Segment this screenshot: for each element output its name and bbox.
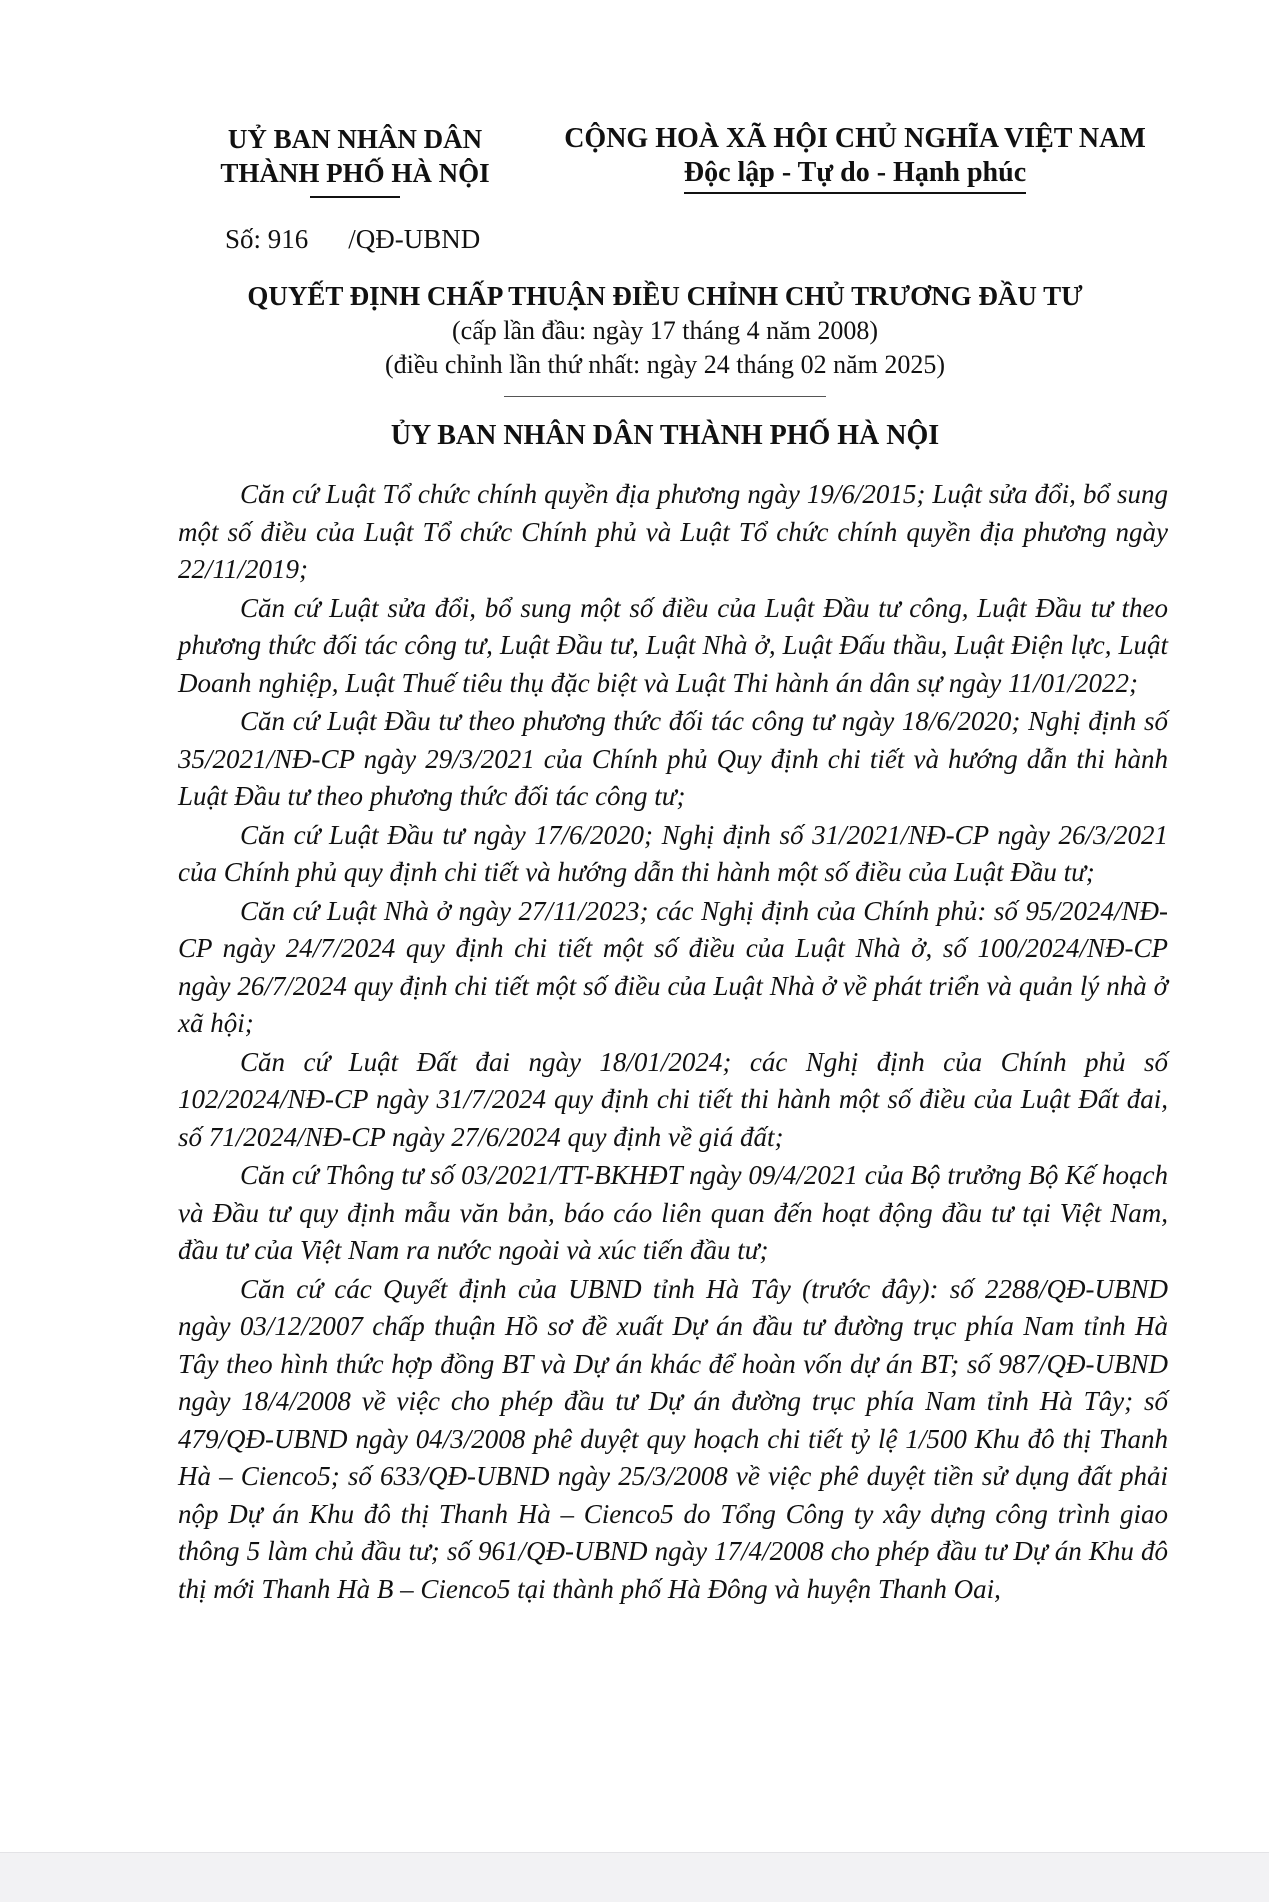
legal-basis-paragraph: Căn cứ Luật Đất đai ngày 18/01/2024; các Nghị định của Chính phủ số 102/2024/NĐ-CP ngày 31/7/2024 quy định chi tiết thi hành một số điều của Luật Đất đai, số 71/2024/NĐ-CP ngày 27/6/2024 quy định về giá đất; bbox=[178, 1046, 1168, 1152]
adjustment-month-label: tháng bbox=[736, 350, 795, 379]
legal-basis-paragraph: Căn cứ Luật Đầu tư ngày 17/6/2020; Nghị định số 31/2021/NĐ-CP ngày 26/3/2021 của Chính phủ quy định chi tiết và hướng dẫn thi hành một số điều của Luật Đầu tư; bbox=[178, 819, 1168, 887]
adjustment-prefix: (điều chỉnh lần thứ nhất: ngày bbox=[385, 350, 698, 379]
legal-basis-section bbox=[178, 476, 1168, 1609]
authority-underline bbox=[310, 196, 400, 198]
legal-basis-paragraph: Căn cứ Luật Đầu tư theo phương thức đối tác công tư ngày 18/6/2020; Nghị định số 35/2021/NĐ-CP ngày 29/3/2021 của Chính phủ Quy định chi tiết và hướng dẫn thi hành Luật Đầu tư theo phương thức đối tác công tư; bbox=[178, 706, 1168, 811]
doc-number-label: Số: bbox=[225, 224, 262, 254]
decision-title-block bbox=[160, 278, 1170, 397]
authority-line-1: UỶ BAN NHÂN DÂN bbox=[227, 124, 483, 154]
legal-basis-paragraph: Căn cứ Luật Nhà ở ngày 27/11/2023; các Nghị định của Chính phủ: số 95/2024/NĐ-CP ngày 24/7/2024 quy định chi tiết một số điều của Luật Nhà ở, số 100/2024/NĐ-CP ngày 26/7/2024 quy định chi tiết một số điều của Luật Nhà ở về phát triển và quản lý nhà ở xã hội; bbox=[178, 895, 1168, 1038]
viewer-bottom-bar bbox=[0, 1852, 1269, 1902]
national-header bbox=[555, 122, 1155, 194]
decision-title: QUYẾT ĐỊNH CHẤP THUẬN ĐIỀU CHỈNH CHỦ TRƯƠNG ĐẦU TƯ bbox=[247, 281, 1083, 311]
title-divider bbox=[504, 396, 826, 397]
document-number bbox=[225, 222, 480, 256]
decision-authority: ỦY BAN NHÂN DÂN THÀNH PHỐ HÀ NỘI bbox=[390, 420, 940, 451]
issuing-authority-header bbox=[190, 122, 520, 198]
national-motto: Độc lập - Tự do - Hạnh phúc bbox=[684, 156, 1026, 194]
legal-basis-paragraph: Căn cứ Luật Tổ chức chính quyền địa phương ngày 19/6/2015; Luật sửa đổi, bổ sung một số điều của Luật Tổ chức Chính phủ và Luật Tổ chức chính quyền địa phương ngày 22/11/2019; bbox=[178, 479, 1168, 584]
authority-line-2: THÀNH PHỐ HÀ NỘI bbox=[220, 158, 490, 188]
adjustment-year: năm 2025) bbox=[833, 350, 945, 379]
doc-number-value: 916 bbox=[267, 224, 309, 254]
legal-basis-paragraph: Căn cứ các Quyết định của UBND tỉnh Hà Tây (trước đây): số 2288/QĐ-UBND ngày 03/12/2007 chấp thuận Hồ sơ đề xuất Dự án đầu tư đường trục phía Nam tỉnh Hà Tây theo hình thức hợp đồng BT và Dự án khác để hoàn vốn dự án BT; số 987/QĐ-UBND ngày 18/4/2008 về việc cho phép đầu tư Dự án đường trục phía Nam tỉnh Hà Tây; số 479/QĐ-UBND ngày 04/3/2008 phê duyệt quy hoạch chi tiết tỷ lệ 1/500 Khu đô thị Thanh Hà – Cienco5; số 633/QĐ-UBND ngày 25/3/2008 về việc phê duyệt tiền sử dụng đất phải nộp Dự án Khu đô thị Thanh Hà – Cienco5 do Tổng Công ty xây dựng công trình giao thông 5 làm chủ đầu tư; số 961/QĐ-UBND ngày 17/4/2008 cho phép đầu tư Dự án Khu đô thị mới Thanh Hà B – Cienco5 tại thành phố Hà Đông và huyện Thanh Oai, bbox=[178, 1273, 1168, 1604]
adjustment-date bbox=[160, 348, 1170, 382]
national-title: CỘNG HOÀ XÃ HỘI CHỦ NGHĨA VIỆT NAM bbox=[564, 123, 1146, 154]
first-issue-date: (cấp lần đầu: ngày 17 tháng 4 năm 2008) bbox=[452, 316, 878, 345]
legal-basis-paragraph: Căn cứ Luật sửa đổi, bổ sung một số điều của Luật Đầu tư công, Luật Đầu tư theo phương thức đối tác công tư, Luật Đầu tư, Luật Nhà ở, Luật Đấu thầu, Luật Điện lực, Luật Doanh nghiệp, Luật Thuế tiêu thụ đặc biệt và Luật Thi hành án dân sự ngày 11/01/2022; bbox=[178, 592, 1168, 698]
doc-number-suffix: /QĐ-UBND bbox=[348, 224, 481, 254]
adjustment-day: 24 bbox=[703, 350, 730, 379]
legal-basis-paragraph: Căn cứ Thông tư số 03/2021/TT-BKHĐT ngày 09/4/2021 của Bộ trưởng Bộ Kế hoạch và Đầu tư quy định mẫu văn bản, báo cáo liên quan đến hoạt động đầu tư tại Việt Nam, đầu tư của Việt Nam ra nước ngoài và xúc tiến đầu tư; bbox=[178, 1160, 1168, 1265]
adjustment-month: 02 bbox=[800, 350, 827, 379]
